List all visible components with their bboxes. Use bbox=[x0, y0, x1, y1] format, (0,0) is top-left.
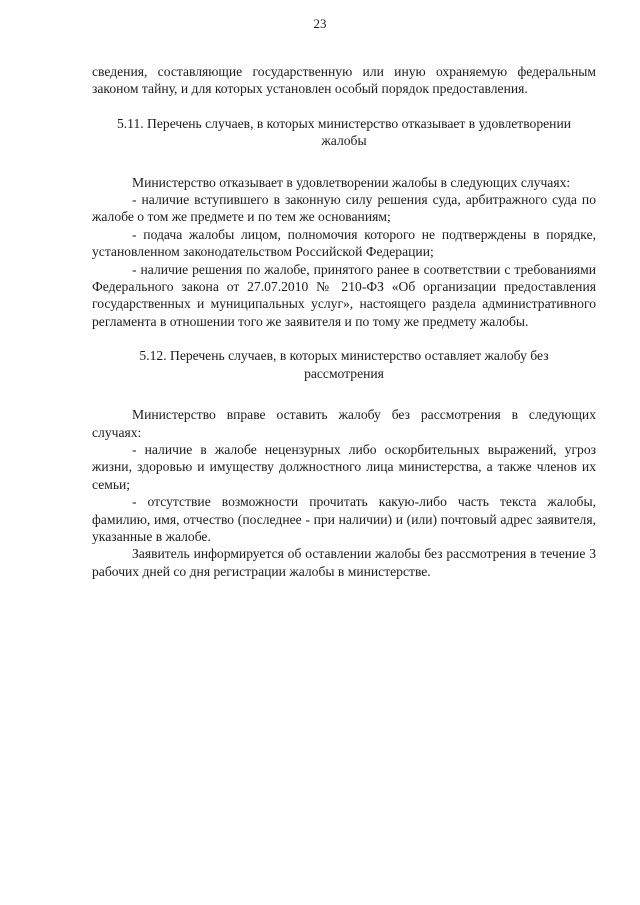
list-item-unconfirmed-authority: - подача жалобы лицом, полномочия которого не подтверждены в порядке, установленном законодательством Российской Федерации; bbox=[92, 226, 596, 260]
page-number: 23 bbox=[313, 16, 327, 31]
list-item-unreadable-text: - отсутствие возможности прочитать какую-либо часть текста жалобы, фамилию, имя, отчество (последнее - при наличии) и (или) почтовый адрес заявителя, указанные в жалобе. bbox=[92, 494, 596, 544]
section-heading-5-12: 5.12. Перечень случаев, в которых министерство оставляет жалобу без рассмотрения bbox=[139, 348, 549, 381]
document-body bbox=[92, 63, 596, 580]
list-item-prior-decision: - наличие решения по жалобе, принятого ранее в соответствии с требованиями Федерального закона от 27.07.2010 № 210-ФЗ «Об организации предоставления государственных и муниципальных услуг», настоящего раздела административного регламента в отношении того же заявителя и по тому же предмету жалобы. bbox=[92, 261, 596, 329]
paragraph-continuation: сведения, составляющие государственную или иную охраняемую федеральным законом тайну, и для которых установлен особый порядок предоставления. bbox=[92, 64, 596, 97]
section-heading-5-11: 5.11. Перечень случаев, в которых министерство отказывает в удовлетворении жалобы bbox=[116, 115, 572, 149]
list-item-obscene-language: - наличие в жалобе нецензурных либо оскорбительных выражений, угроз жизни, здоровью и имуществу должностного лица министерства, а также членов их семьи; bbox=[92, 441, 596, 492]
paragraph-applicant-notification: Заявитель информируется об оставлении жалобы без рассмотрения в течение 3 рабочих дней со дня регистрации жалобы в министерстве. bbox=[92, 546, 596, 579]
paragraph-refusal-cases: Министерство отказывает в удовлетворении жалобы в следующих случаях: bbox=[132, 174, 571, 190]
list-item-court-decision: - наличие вступившего в законную силу решения суда, арбитражного суда по жалобе о том же предмете и по тем же основаниям; bbox=[92, 192, 596, 225]
paragraph-no-review-cases: Министерство вправе оставить жалобу без рассмотрения в следующих случаях: bbox=[92, 407, 596, 440]
